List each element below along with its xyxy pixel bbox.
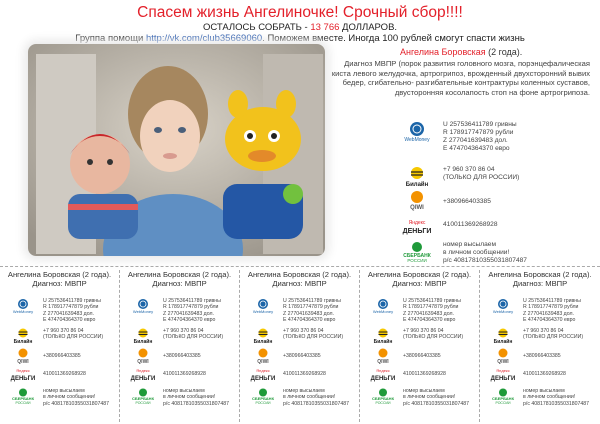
sber-top-text: СБЕРБАНК bbox=[403, 253, 431, 259]
svg-text:Билайн: Билайн bbox=[373, 339, 393, 344]
stub-payment-text: U 257536411789 гривны R 178917747879 рубли Z 277041639483 дол. E 474704364370 евро bbox=[283, 298, 341, 323]
stub-payment-text: номер высылаем в личном сообщении! р/с 40817810355031807487 bbox=[43, 388, 110, 407]
stub-payment-row bbox=[366, 348, 441, 364]
svg-text:Билайн: Билайн bbox=[253, 339, 273, 344]
stub-name: Ангелина Боровская (2 года). bbox=[367, 270, 472, 279]
svg-text:QIWI: QIWI bbox=[497, 359, 509, 364]
stub-payment-row bbox=[6, 298, 101, 323]
stub-payment-row bbox=[6, 348, 81, 364]
stub-payment-text: +7 960 370 86 04 (ТОЛЬКО ДЛЯ РОССИИ) bbox=[163, 328, 224, 341]
stub-payment-row bbox=[486, 388, 589, 407]
stub-payment-text: U 257536411789 гривны R 178917747879 рубли Z 277041639483 дол. E 474704364370 евро bbox=[403, 298, 461, 323]
svg-text:Яндекс: Яндекс bbox=[256, 368, 270, 373]
stub-payment-text: +380966403385 bbox=[403, 353, 441, 359]
webmoney-logo-icon bbox=[486, 298, 520, 314]
stub-payment-row bbox=[486, 366, 566, 382]
yandex-money-logo-icon bbox=[366, 366, 400, 382]
stub-payment-row bbox=[366, 366, 446, 382]
stub-payment-row bbox=[366, 388, 469, 407]
payment-qiwi-text: +380966403385 bbox=[443, 198, 491, 205]
stub-payment-text: +380966403385 bbox=[523, 353, 561, 359]
stub-name: Ангелина Боровская (2 года). bbox=[7, 270, 112, 279]
svg-text:WebMoney: WebMoney bbox=[492, 309, 514, 314]
svg-text:WebMoney: WebMoney bbox=[132, 309, 154, 314]
stub-payment-text: 410011369268928 bbox=[163, 371, 206, 377]
webmoney-logo-text: WebMoney bbox=[404, 137, 430, 143]
stub-payment-row bbox=[246, 298, 341, 323]
payment-yandex bbox=[395, 215, 589, 237]
svg-text:WebMoney: WebMoney bbox=[252, 309, 274, 314]
svg-text:Билайн: Билайн bbox=[133, 339, 153, 344]
qiwi-logo-icon bbox=[126, 348, 160, 364]
yandex-money-logo-icon bbox=[6, 366, 40, 382]
tear-off-divider bbox=[0, 266, 600, 267]
stub-payment-text: номер высылаем в личном сообщении! р/с 40817810355031807487 bbox=[523, 388, 590, 407]
group-tail: . Поможем вместе. Иногда 100 рублей смогут спасти жизнь bbox=[262, 33, 525, 44]
svg-text:РОССИИ: РОССИИ bbox=[135, 401, 151, 404]
beeline-logo-icon bbox=[6, 328, 40, 344]
stub-payment-row bbox=[6, 328, 103, 344]
svg-text:Билайн: Билайн bbox=[493, 339, 513, 344]
group-label: Группа помощи bbox=[75, 33, 144, 44]
svg-text:QIWI: QIWI bbox=[257, 359, 269, 364]
tear-off-stub bbox=[360, 270, 480, 422]
qiwi-logo-icon bbox=[246, 348, 280, 364]
stub-payment-text: 410011369268928 bbox=[43, 371, 86, 377]
payment-sberbank bbox=[395, 241, 589, 265]
svg-text:РОССИИ: РОССИИ bbox=[375, 401, 391, 404]
svg-text:ДЕНЬГИ: ДЕНЬГИ bbox=[130, 376, 156, 382]
diagnosis-text: Диагноз МВПР (порок развития головного мозга, порэнцефалическая киста левого желудочка, артрогрипоз, врожденный двухсторонний вывих бедер, сгибательно- разгибательные контрактуры коленных суставов, двусторонняя косолапость стоп на фоне артрогрипоза. bbox=[331, 59, 590, 97]
webmoney-logo-icon bbox=[366, 298, 400, 314]
stub-diagnosis: Диагноз: МВПР bbox=[392, 279, 447, 288]
webmoney-logo-icon bbox=[6, 298, 40, 314]
svg-text:Яндекс: Яндекс bbox=[16, 368, 30, 373]
stub-payment-text: +380966403385 bbox=[43, 353, 81, 359]
svg-text:СБЕРБАНК: СБЕРБАНК bbox=[371, 396, 395, 401]
webmoney-logo-icon bbox=[126, 298, 160, 314]
stub-payment-row bbox=[366, 328, 463, 344]
svg-text:WebMoney: WebMoney bbox=[12, 309, 34, 314]
svg-text:РОССИИ: РОССИИ bbox=[255, 401, 271, 404]
payment-beeline bbox=[395, 166, 589, 188]
stub-diagnosis: Диагноз: МВПР bbox=[152, 279, 207, 288]
person-name: Ангелина Боровская bbox=[400, 47, 486, 57]
svg-text:СБЕРБАНК: СБЕРБАНК bbox=[491, 396, 515, 401]
stub-payment-text: номер высылаем в личном сообщении! р/с 40817810355031807487 bbox=[283, 388, 350, 407]
stub-diagnosis: Диагноз: МВПР bbox=[32, 279, 87, 288]
person-age: (2 года). bbox=[488, 47, 523, 57]
svg-text:СБЕРБАНК: СБЕРБАНК bbox=[131, 396, 155, 401]
svg-text:ДЕНЬГИ: ДЕНЬГИ bbox=[250, 376, 276, 382]
sberbank-logo-icon bbox=[486, 388, 520, 404]
svg-text:РОССИИ: РОССИИ bbox=[15, 401, 31, 404]
yandex-money-logo-icon bbox=[395, 215, 439, 237]
svg-text:Яндекс: Яндекс bbox=[496, 368, 510, 373]
group-link[interactable]: http://vk.com/club35669060 bbox=[145, 33, 263, 44]
svg-text:QIWI: QIWI bbox=[377, 359, 389, 364]
stub-name: Ангелина Боровская (2 года). bbox=[127, 270, 232, 279]
child-photo bbox=[28, 44, 325, 256]
remaining-label: ОСТАЛОСЬ СОБРАТЬ - bbox=[202, 22, 308, 33]
stub-payment-row bbox=[366, 298, 461, 323]
beeline-logo-icon bbox=[486, 328, 520, 344]
stub-payment-row bbox=[126, 366, 206, 382]
stub-payment-text: +7 960 370 86 04 (ТОЛЬКО ДЛЯ РОССИИ) bbox=[283, 328, 344, 341]
sberbank-logo-icon bbox=[6, 388, 40, 404]
svg-text:Билайн: Билайн bbox=[13, 339, 33, 344]
svg-text:РОССИИ: РОССИИ bbox=[495, 401, 511, 404]
qiwi-logo-text: QIWI bbox=[410, 205, 424, 211]
beeline-logo-icon bbox=[246, 328, 280, 344]
beeline-logo-icon bbox=[395, 166, 439, 188]
remaining-amount: 13 766 bbox=[310, 22, 340, 33]
stub-payment-text: 410011369268928 bbox=[523, 371, 566, 377]
stub-payment-text: 410011369268928 bbox=[403, 371, 446, 377]
stub-payment-row bbox=[126, 388, 229, 407]
stub-payment-row bbox=[486, 348, 561, 364]
svg-text:Яндекс: Яндекс bbox=[136, 368, 150, 373]
stub-payment-text: +7 960 370 86 04 (ТОЛЬКО ДЛЯ РОССИИ) bbox=[43, 328, 104, 341]
stub-payment-row bbox=[6, 388, 109, 407]
tear-off-stub bbox=[0, 270, 120, 422]
sberbank-logo-icon bbox=[126, 388, 160, 404]
stub-payment-text: +7 960 370 86 04 (ТОЛЬКО ДЛЯ РОССИИ) bbox=[403, 328, 464, 341]
beeline-logo-icon bbox=[366, 328, 400, 344]
stub-payment-row bbox=[6, 366, 86, 382]
stub-payment-row bbox=[126, 328, 223, 344]
yandex-top-text: Яндекс bbox=[408, 220, 426, 226]
stub-payment-text: +7 960 370 86 04 (ТОЛЬКО ДЛЯ РОССИИ) bbox=[523, 328, 584, 341]
yandex-money-logo-icon bbox=[486, 366, 520, 382]
sber-bottom-text: РОССИИ bbox=[407, 258, 427, 263]
svg-text:ДЕНЬГИ: ДЕНЬГИ bbox=[370, 376, 396, 382]
stub-diagnosis: Диагноз: МВПР bbox=[512, 279, 568, 288]
svg-text:ДЕНЬГИ: ДЕНЬГИ bbox=[490, 376, 516, 382]
svg-text:Яндекс: Яндекс bbox=[376, 368, 390, 373]
stub-name: Ангелина Боровская (2 года). bbox=[247, 270, 352, 279]
payment-sberbank-text: номер высылаем в личном сообщении! р/с 40817810355031807487 bbox=[443, 241, 527, 264]
qiwi-logo-icon bbox=[486, 348, 520, 364]
qiwi-logo-icon bbox=[366, 348, 400, 364]
beeline-logo-icon bbox=[126, 328, 160, 344]
payment-beeline-text: +7 960 370 86 04 (ТОЛЬКО ДЛЯ РОССИИ) bbox=[443, 166, 520, 181]
payment-yandex-text: 410011369268928 bbox=[443, 221, 498, 228]
svg-text:ДЕНЬГИ: ДЕНЬГИ bbox=[10, 376, 36, 382]
page-title: Спасем жизнь Ангелиночке! Срочный сбор!!!! bbox=[137, 4, 463, 21]
stub-payment-text: номер высылаем в личном сообщении! р/с 40817810355031807487 bbox=[403, 388, 470, 407]
webmoney-logo-icon bbox=[395, 121, 439, 143]
stub-payment-row bbox=[246, 388, 349, 407]
stub-payment-row bbox=[246, 366, 326, 382]
tear-off-stub bbox=[240, 270, 360, 422]
stub-payment-row bbox=[126, 298, 221, 323]
payment-qiwi bbox=[395, 190, 589, 212]
payment-webmoney bbox=[395, 121, 589, 153]
stub-payment-row bbox=[486, 328, 583, 344]
stub-payment-row bbox=[126, 348, 201, 364]
yandex-money-logo-icon bbox=[246, 366, 280, 382]
stub-payment-text: U 257536411789 гривны R 178917747879 рубли Z 277041639483 дол. E 474704364370 евро bbox=[43, 298, 101, 323]
yandex-money-logo-icon bbox=[126, 366, 160, 382]
svg-text:QIWI: QIWI bbox=[17, 359, 29, 364]
payment-webmoney-text: U 257536411789 гривны R 178917747879 рубли Z 277041639483 дол. E 474704364370 евро bbox=[443, 121, 517, 152]
stub-payment-text: 410011369268928 bbox=[283, 371, 326, 377]
person-line bbox=[400, 47, 522, 57]
stub-payment-text: номер высылаем в личном сообщении! р/с 40817810355031807487 bbox=[163, 388, 230, 407]
sberbank-logo-icon bbox=[366, 388, 400, 404]
stub-payment-row bbox=[246, 328, 343, 344]
tear-off-stub bbox=[480, 270, 600, 422]
sberbank-logo-icon bbox=[246, 388, 280, 404]
svg-text:СБЕРБАНК: СБЕРБАНК bbox=[251, 396, 275, 401]
stub-payment-text: U 257536411789 гривны R 178917747879 рубли Z 277041639483 дол. E 474704364370 евро bbox=[523, 298, 581, 323]
stub-payment-text: +380966403385 bbox=[283, 353, 321, 359]
beeline-logo-text: Билайн bbox=[405, 182, 429, 188]
qiwi-logo-icon bbox=[395, 190, 439, 212]
stub-payment-row bbox=[246, 348, 321, 364]
remaining-unit: ДОЛЛАРОВ. bbox=[342, 22, 398, 33]
qiwi-logo-icon bbox=[6, 348, 40, 364]
stub-payment-text: +380966403385 bbox=[163, 353, 201, 359]
svg-text:QIWI: QIWI bbox=[137, 359, 149, 364]
stub-payment-text: U 257536411789 гривны R 178917747879 рубли Z 277041639483 дол. E 474704364370 евро bbox=[163, 298, 221, 323]
svg-text:СБЕРБАНК: СБЕРБАНК bbox=[11, 396, 35, 401]
group-line bbox=[0, 33, 600, 44]
stub-diagnosis: Диагноз: МВПР bbox=[272, 279, 327, 288]
stub-name: Ангелина Боровская (2 года). bbox=[488, 270, 592, 279]
yandex-bottom-text: ДЕНЬГИ bbox=[402, 228, 432, 235]
sberbank-logo-icon bbox=[395, 241, 439, 263]
tear-off-stub bbox=[120, 270, 240, 422]
webmoney-logo-icon bbox=[246, 298, 280, 314]
stub-payment-row bbox=[486, 298, 581, 323]
remaining-line bbox=[0, 22, 600, 33]
svg-text:WebMoney: WebMoney bbox=[372, 309, 394, 314]
